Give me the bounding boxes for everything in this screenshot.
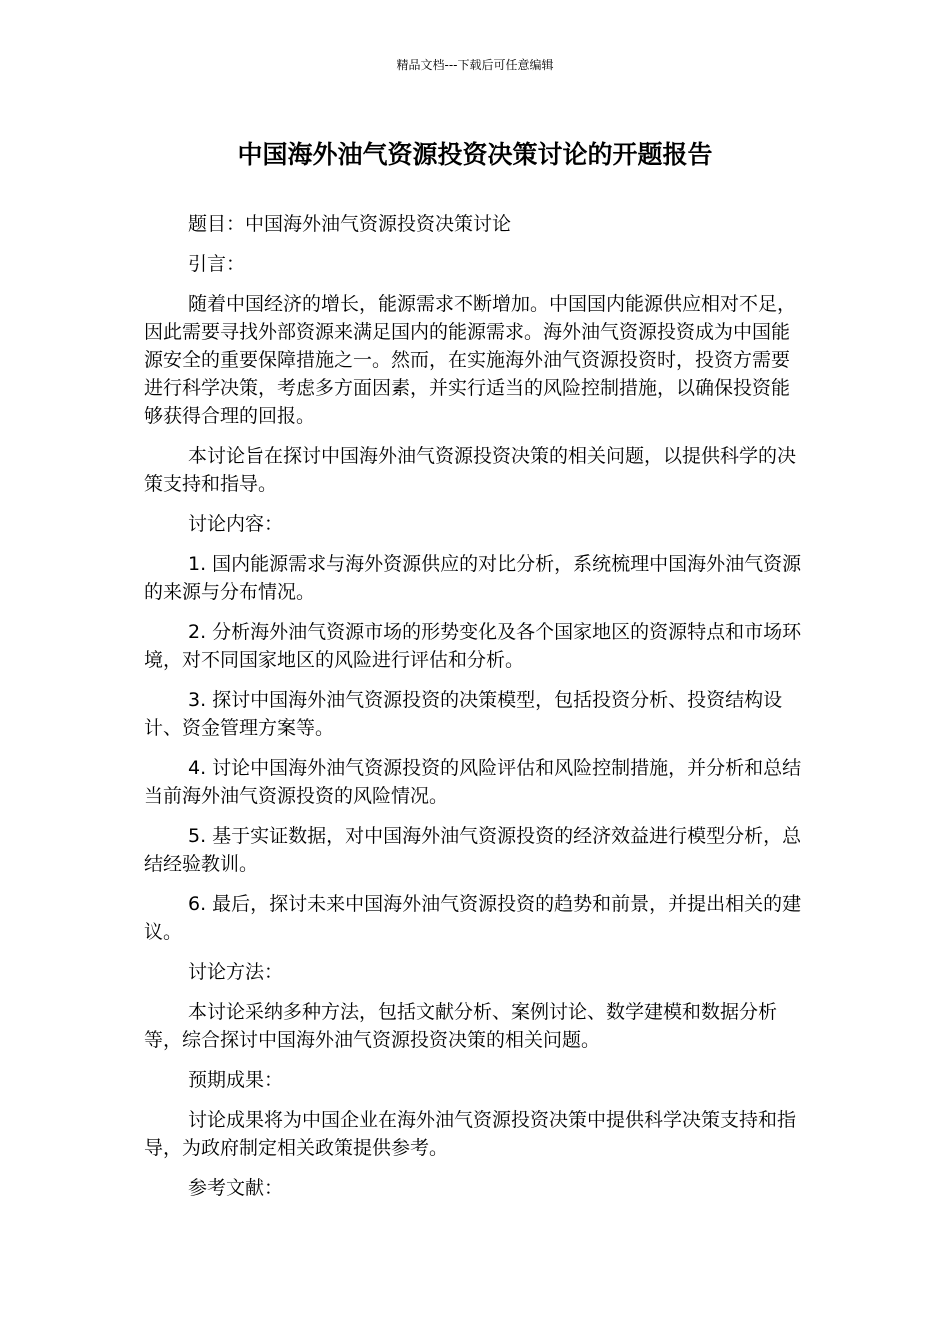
list-item-4: 4. 讨论中国海外油气资源投资的风险评估和风险控制措施，并分析和总结当前海外油气资源投资的风险情况。 <box>144 757 802 807</box>
heading-references: 参考文献： <box>188 1177 284 1199</box>
paragraph-purpose: 本讨论旨在探讨中国海外油气资源投资决策的相关问题，以提供科学的决策支持和指导。 <box>144 445 797 495</box>
list-item-6: 6. 最后，探讨未来中国海外油气资源投资的趋势和前景，并提出相关的建议。 <box>144 893 802 943</box>
heading-content: 讨论内容： <box>188 513 284 535</box>
heading-methods: 讨论方法： <box>188 961 284 983</box>
list-item-3: 3. 探讨中国海外油气资源投资的决策模型，包括投资分析、投资结构设计、资金管理方案等。 <box>144 689 783 739</box>
paragraph-introduction: 随着中国经济的增长，能源需求不断增加。中国国内能源供应相对不足，因此需要寻找外部资源来满足国内的能源需求。海外油气资源投资成为中国能源安全的重要保障措施之一。然而，在实施海外油气资源投资时，投资方需要进行科学决策，考虑多方面因素，并实行适当的风险控制措施，以确保投资能够获得合理的回报。 <box>144 293 797 427</box>
document-title: 中国海外油气资源投资决策讨论的开题报告 <box>237 140 713 169</box>
list-item-1: 1. 国内能源需求与海外资源供应的对比分析，系统梳理中国海外油气资源的来源与分布情况。 <box>144 553 802 603</box>
paragraph-methods: 本讨论采纳多种方法，包括文献分析、案例讨论、数学建模和数据分析等，综合探讨中国海外油气资源投资决策的相关问题。 <box>144 1001 778 1051</box>
heading-introduction: 引言： <box>188 253 246 275</box>
paragraph-topic: 题目：中国海外油气资源投资决策讨论 <box>188 213 512 235</box>
heading-expected-results: 预期成果： <box>188 1069 284 1091</box>
list-item-2: 2. 分析海外油气资源市场的形势变化及各个国家地区的资源特点和市场环境，对不同国家地区的风险进行评估和分析。 <box>144 621 802 671</box>
list-item-5: 5. 基于实证数据，对中国海外油气资源投资的经济效益进行模型分析，总结经验教训。 <box>144 825 802 875</box>
document-body <box>144 210 806 1214</box>
header-note: 精品文档---下载后可任意编辑 <box>396 58 554 72</box>
paragraph-expected-results: 讨论成果将为中国企业在海外油气资源投资决策中提供科学决策支持和指导，为政府制定相关政策提供参考。 <box>144 1109 797 1159</box>
